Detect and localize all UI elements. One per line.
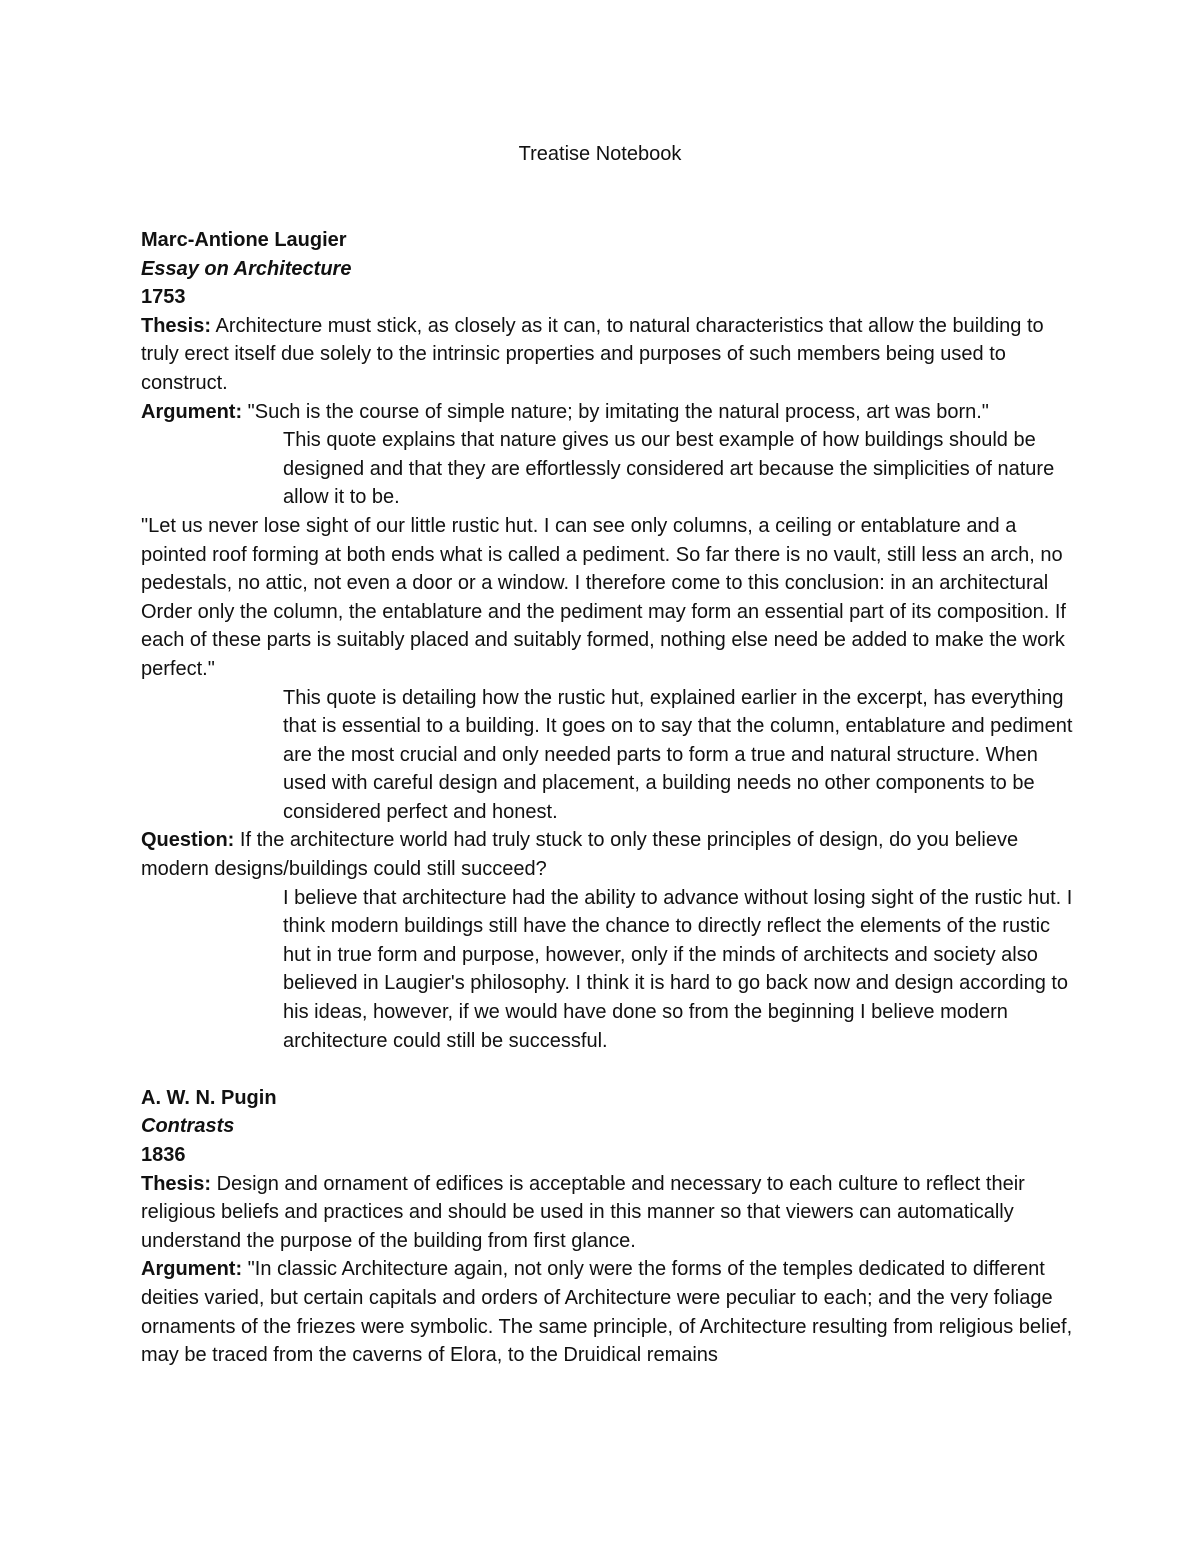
entry-argument [141,1255,1076,1369]
section-spacer [141,1055,1076,1084]
document-body [141,226,1076,1370]
entry-work: Essay on Architecture [141,257,352,280]
thesis-label: Thesis: [141,1172,212,1195]
question-text: If the architecture world had truly stuck to only these principles of design, do you believe modern designs/buildings could still succeed? [141,829,1019,881]
entry-thesis [141,312,1076,398]
argument-quote: "In classic Architecture again, not only were the forms of the temples dedicated to different deities varied, but certain capitals and orders of Architecture were peculiar to each; and the very foliage ornaments of the friezes were symbolic. The same principle, of Architecture resulting from religious belief, may be traced from the caverns of Elora, to the Druidical remains [141,1258,1073,1367]
argument-quote: "Such is the course of simple nature; by imitating the natural process, art was born." [247,400,989,423]
argument-label: Argument: [141,400,243,423]
entry-thesis [141,1170,1076,1256]
entry-argument [141,398,1076,427]
argument-commentary: This quote is detailing how the rustic hut, explained earlier in the excerpt, has everything that is essential to a building. It goes on to say that the column, entablature and pediment are the most crucial and only needed parts to form a true and natural structure. When used with careful design and placement, a building needs no other components to be considered perfect and honest. [283,686,1073,823]
entry-year: 1836 [141,1144,186,1166]
entry-author: A. W. N. Pugin [141,1086,277,1109]
argument-label: Argument: [141,1258,243,1281]
question-answer: I believe that architecture had the ability to advance without losing sight of the rustic hut. I think modern buildings still have the chance to directly reflect the elements of the rustic hut in true form and purpose, however, only if the minds of architects and society also believed in Laugier's philosophy. I think it is hard to go back now and design according to his ideas, however, if we would have done so from the beginning I believe modern architecture could still be successful. [283,886,1073,1052]
question-label: Question: [141,829,235,852]
entry-work: Contrasts [141,1115,235,1138]
entry-question [141,826,1076,883]
argument-commentary: This quote explains that nature gives us our best example of how buildings should be designed and that they are effortlessly considered art because the simplicities of nature allow it to be. [283,429,1055,509]
entry-year: 1753 [141,286,186,309]
thesis-text: Design and ornament of edifices is acceptable and necessary to each culture to reflect their religious beliefs and practices and should be used in this manner so that viewers can automatically understand the purpose of the building from first glance. [141,1172,1025,1252]
document-title: Treatise Notebook [518,143,682,165]
thesis-text: Architecture must stick, as closely as it can, to natural characteristics that allow the building to truly erect itself due solely to the intrinsic properties and purposes of such members being used to construct. [141,314,1044,394]
argument-quote: "Let us never lose sight of our little rustic hut. I can see only columns, a ceiling or entablature and a pointed roof forming at both ends what is called a pediment. So far there is no vault, still less an arch, no pedestals, no attic, not even a door or a window. I therefore come to this conclusion: in an architectural Order only the column, the entablature and the pediment may form an essential part of its composition. If each of these parts is suitably placed and suitably formed, nothing else need be added to make the work perfect." [141,514,1066,680]
thesis-label: Thesis: [141,314,212,337]
entry-author: Marc-Antione Laugier [141,229,347,251]
